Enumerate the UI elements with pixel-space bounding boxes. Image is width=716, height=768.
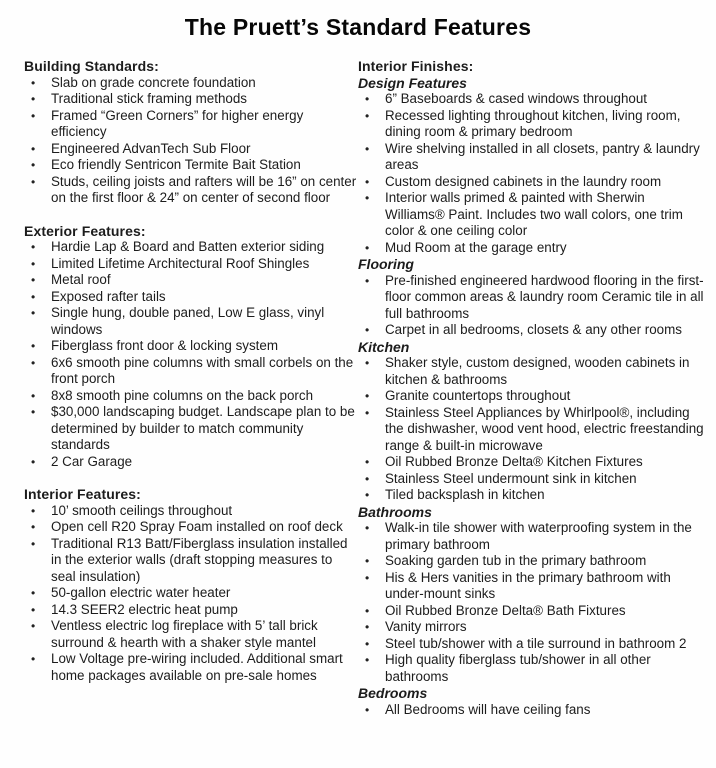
bullet-item [24, 305, 358, 338]
bullet-text: 14.3 SEER2 electric heat pump [51, 601, 238, 617]
bullet-text: High quality fiberglass tub/shower in all other bathrooms [385, 652, 651, 684]
bullet-icon: • [31, 174, 36, 189]
bullet-icon: • [31, 158, 36, 172]
bullet-text: Carpet in all bedrooms, closets & any other rooms [385, 322, 682, 337]
bullet-icon: • [31, 306, 36, 320]
bullet-item [24, 141, 358, 158]
subsection-heading: Design Features [358, 74, 467, 91]
bullet-text: Metal roof [51, 272, 111, 287]
section [358, 58, 704, 718]
section [24, 58, 358, 207]
bullet-text: Stainless Steel Appliances by Whirlpool®, including the dishwasher, wood vent hood, electric freestanding range & built-in microwave [385, 404, 704, 453]
bullet-item [24, 404, 358, 454]
bullet-item [358, 108, 704, 141]
page-title: The Pruett’s Standard Features [184, 14, 532, 40]
bullet-text: Walk-in tile shower with waterproofing system in the primary bathroom [385, 520, 692, 552]
bullet-text: Single hung, double paned, Low E glass, vinyl windows [51, 305, 325, 337]
bullet-item [24, 519, 358, 536]
bullet-item [358, 702, 704, 719]
subsection-heading: Bathrooms [358, 503, 432, 520]
bullet-item [24, 272, 358, 289]
bullet-text: 6” Baseboards & cased windows throughout [385, 91, 648, 106]
bullet-item [358, 454, 704, 471]
bullet-icon: • [365, 273, 370, 288]
bullet-icon: • [31, 141, 36, 156]
bullet-item [358, 520, 704, 553]
bullet-icon: • [31, 388, 36, 403]
bullet-text: Studs, ceiling joists and rafters will be 16” on center on the first floor & 24” on center of second floor [51, 173, 357, 205]
bullet-text: Recessed lighting throughout kitchen, living room, dining room & primary bedroom [385, 107, 681, 139]
bullet-item [24, 91, 358, 108]
bullet-text: Steel tub/shower with a tile surround in bathroom 2 [385, 635, 687, 651]
bullet-item [24, 75, 358, 92]
bullet-item [358, 240, 704, 257]
bullet-text: Traditional stick framing methods [51, 91, 247, 106]
bullet-text: Eco friendly Sentricon Termite Bait Station [51, 157, 301, 172]
bullet-item [358, 603, 704, 620]
bullet-text: Framed “Green Corners” for higher energy efficiency [51, 107, 304, 139]
bullet-item [358, 619, 704, 636]
bullet-item [24, 503, 358, 520]
bullet-icon: • [365, 554, 370, 568]
bullet-text: Open cell R20 Spray Foam installed on roof deck [51, 519, 343, 534]
bullet-text: Shaker style, custom designed, wooden cabinets in kitchen & bathrooms [385, 355, 690, 387]
bullet-text: Interior walls primed & painted with Sherwin Williams® Paint. Includes two wall colors, one trim color & one ceiling color [385, 190, 683, 238]
bullet-icon: • [31, 652, 36, 666]
bullet-icon: • [365, 191, 370, 205]
right-column [358, 58, 704, 718]
left-column [24, 58, 358, 684]
section-heading: Exterior Features: [24, 222, 146, 239]
bullet-icon: • [365, 174, 370, 189]
bullet-text: All Bedrooms will have ceiling fans [385, 701, 591, 717]
bullet-item [358, 190, 704, 240]
bullet-item [24, 338, 358, 355]
bullet-icon: • [31, 602, 36, 617]
bullet-item [24, 651, 358, 684]
subsection-heading: Bedrooms [358, 685, 428, 701]
bullet-item [24, 536, 358, 586]
bullet-item [24, 256, 358, 273]
section [24, 486, 358, 684]
bullet-icon: • [31, 503, 36, 518]
bullet-item [358, 141, 704, 174]
bullet-item [24, 585, 358, 602]
bullet-icon: • [31, 289, 36, 304]
bullet-text: Ventless electric log fireplace with 5’ tall brick surround & hearth with a shaker style mantel [51, 618, 318, 650]
bullet-icon: • [365, 471, 370, 486]
bullet-text: $30,000 landscaping budget. Landscape plan to be determined by builder to match community standards [51, 404, 355, 452]
bullet-icon: • [365, 108, 370, 123]
bullet-item [24, 355, 358, 388]
bullet-item [24, 602, 358, 619]
bullet-icon: • [31, 92, 36, 106]
bullet-text: 10’ smooth ceilings throughout [51, 502, 233, 518]
bullet-text: 50-gallon electric water heater [51, 585, 231, 600]
bullet-item [358, 355, 704, 388]
bullet-icon: • [365, 455, 370, 469]
bullet-icon: • [365, 620, 370, 634]
subsection-heading: Kitchen [358, 338, 410, 355]
bullet-text: Granite countertops throughout [385, 388, 571, 403]
bullet-item [24, 289, 358, 306]
bullet-text: Vanity mirrors [385, 619, 467, 634]
bullet-text: Engineered AdvanTech Sub Floor [51, 140, 251, 156]
bullet-icon: • [31, 273, 36, 287]
bullet-icon: • [31, 586, 36, 600]
bullet-icon: • [31, 108, 36, 123]
section [24, 223, 358, 471]
bullet-item [358, 91, 704, 108]
bullet-icon: • [31, 405, 36, 419]
bullet-text: Pre-finished engineered hardwood flooring in the first-floor common areas & laundry room Ceramic tile in all full bathrooms [385, 272, 704, 321]
bullet-icon: • [31, 256, 36, 271]
bullet-icon: • [31, 619, 36, 633]
bullet-item [24, 157, 358, 174]
bullet-item [24, 174, 358, 207]
bullet-icon: • [365, 603, 370, 618]
bullet-text: Mud Room at the garage entry [385, 239, 567, 255]
bullet-icon: • [365, 570, 370, 585]
bullet-icon: • [365, 636, 370, 651]
bullet-text: His & Hers vanities in the primary bathroom with under-mount sinks [385, 569, 671, 601]
bullet-icon: • [365, 92, 370, 106]
bullet-icon: • [365, 356, 370, 370]
section-heading: Building Standards: [24, 58, 159, 74]
bullet-text: Exposed rafter tails [51, 288, 166, 304]
bullet-text: Stainless Steel undermount sink in kitchen [385, 470, 637, 486]
bullet-item [358, 471, 704, 488]
bullet-icon: • [31, 339, 36, 353]
bullet-item [24, 454, 358, 471]
bullet-text: Low Voltage pre-wiring included. Additional smart home packages available on pre-sale homes [51, 651, 343, 683]
bullet-text: Wire shelving installed in all closets, pantry & laundry areas [385, 140, 700, 172]
section-heading: Interior Features: [24, 486, 141, 502]
bullet-text: 8x8 smooth pine columns on the back porch [51, 387, 314, 403]
bullet-text: Soaking garden tub in the primary bathroom [385, 553, 647, 568]
bullet-text: Fiberglass front door & locking system [51, 338, 278, 353]
bullet-text: Custom designed cabinets in the laundry room [385, 173, 662, 189]
bullet-item [24, 388, 358, 405]
bullet-text: Limited Lifetime Architectural Roof Shingles [51, 255, 310, 271]
bullet-item [358, 553, 704, 570]
bullet-icon: • [365, 141, 370, 156]
section-heading: Interior Finishes: [358, 58, 474, 74]
bullet-item [358, 388, 704, 405]
bullet-icon: • [31, 240, 36, 254]
bullet-item [358, 652, 704, 685]
bullet-item [358, 570, 704, 603]
bullet-text: Traditional R13 Batt/Fiberglass insulation installed in the exterior walls (draft stopping measures to seal insulation) [51, 535, 348, 584]
bullet-icon: • [31, 454, 36, 469]
bullet-icon: • [365, 323, 370, 337]
bullet-text: 2 Car Garage [51, 453, 133, 469]
bullet-item [358, 487, 704, 504]
bullet-icon: • [31, 536, 36, 551]
bullet-icon: • [365, 521, 370, 535]
bullet-item [358, 273, 704, 323]
bullet-text: Tiled backsplash in kitchen [385, 487, 545, 502]
bullet-icon: • [365, 405, 370, 420]
bullet-icon: • [365, 240, 370, 255]
bullet-item [24, 239, 358, 256]
bullet-text: Oil Rubbed Bronze Delta® Kitchen Fixtures [385, 454, 643, 469]
bullet-item [358, 174, 704, 191]
bullet-icon: • [365, 488, 370, 502]
bullet-icon: • [365, 653, 370, 667]
bullet-item [24, 618, 358, 651]
bullet-item [358, 322, 704, 339]
columns-container [0, 58, 716, 718]
bullet-text: Oil Rubbed Bronze Delta® Bath Fixtures [385, 602, 626, 618]
bullet-item [358, 636, 704, 653]
bullet-text: Hardie Lap & Board and Batten exterior siding [51, 239, 325, 254]
bullet-icon: • [365, 702, 370, 717]
bullet-icon: • [365, 389, 370, 403]
bullet-item [24, 108, 358, 141]
bullet-text: 6x6 smooth pine columns with small corbels on the front porch [51, 354, 354, 386]
bullet-icon: • [31, 75, 36, 90]
bullet-item [358, 405, 704, 455]
subsection-heading: Flooring [358, 256, 414, 272]
bullet-icon: • [31, 520, 36, 534]
bullet-text: Slab on grade concrete foundation [51, 74, 256, 90]
bullet-icon: • [31, 355, 36, 370]
